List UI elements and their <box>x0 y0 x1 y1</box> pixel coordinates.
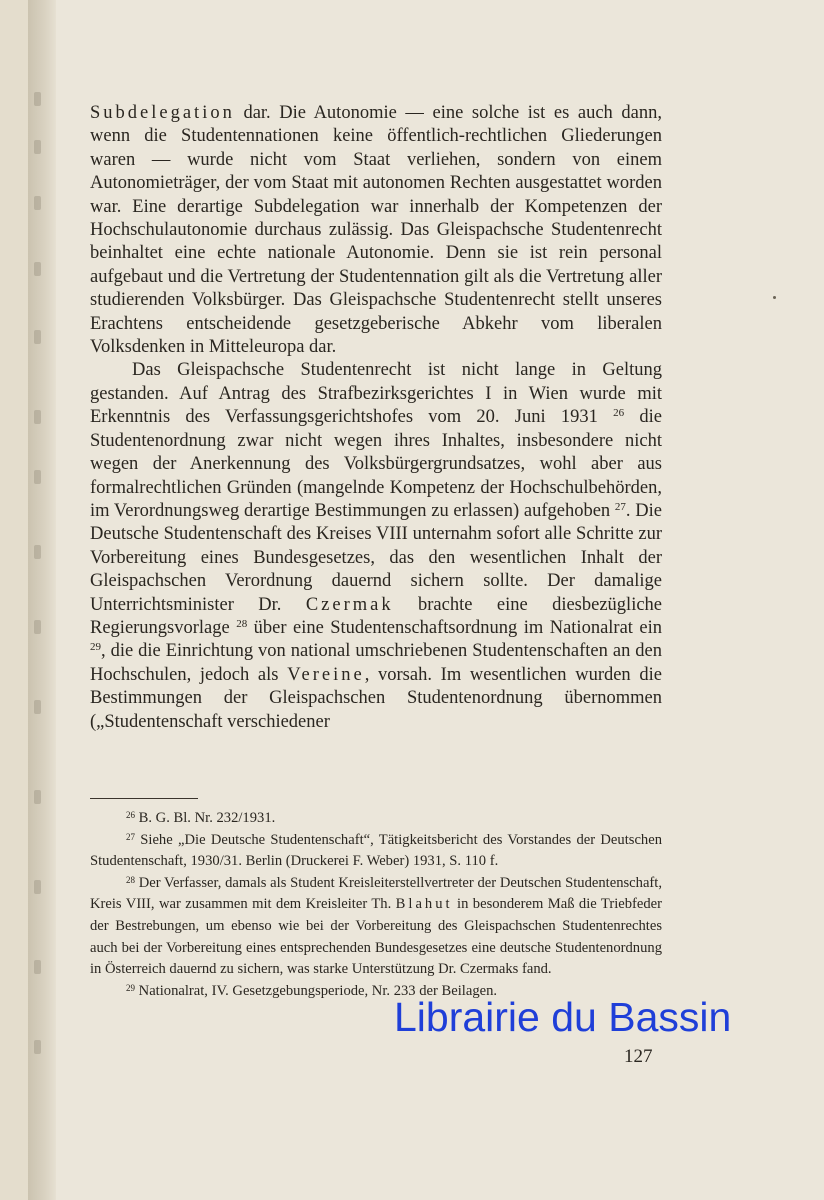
footnotes <box>90 808 662 1002</box>
footnote-rule <box>90 798 198 799</box>
gutter-mark <box>34 330 41 344</box>
gutter-mark <box>34 196 41 210</box>
gutter-mark <box>34 790 41 804</box>
gutter-mark <box>34 620 41 634</box>
footnote-number: 28 <box>126 874 135 885</box>
footnote-text: in besonderem Maß die Triebfeder der Bestrebungen, um ebenso wie bei der Vorbereitung des Gleispachschen Studentenrechtes auch bei der Vorbereitung eines entsprechenden Bundesgesetzes eine deutsche Studentenordnung in Österreich dauernd zu sichern, was starke Unterstützung Dr. Czermaks fand. <box>90 896 662 978</box>
spaced-word: Blahut <box>395 896 453 913</box>
footnote-text: Nationalrat, IV. Gesetzgebungsperiode, Nr. 233 der Beilagen. <box>135 982 498 999</box>
speck <box>773 296 776 299</box>
page-number: 127 <box>624 1046 653 1067</box>
gutter-mark <box>34 960 41 974</box>
footnote-ref: 28 <box>236 617 248 630</box>
footnote-text: Siehe „Die Deutsche Studentenschaft“, Tätigkeitsbericht des Vorstandes der Deutschen Studentenschaft, 1930/31. Berlin (Druckerei F. Weber) 1931, S. 110 f. <box>90 831 662 870</box>
paragraph-text: , die die Einrichtung von national umschriebenen Studentenschaften an den Hochschulen, jedoch als <box>90 641 662 685</box>
footnote-text: B. G. Bl. Nr. 232/1931. <box>135 810 276 826</box>
paragraph-text: die Studentenordnung zwar nicht wegen ihres Inhaltes, insbesondere nicht wegen der Anerkennung des Volksbürgergrundsatzes, wohl aber aus formalrechtlichen Gründen (mangelnde Kompetenz der Hochschulbehörden, im Verordnungsweg derartige Bestimmungen zu erlassen) aufgehoben <box>90 407 662 521</box>
spaced-word: Subdelegation <box>90 103 235 123</box>
body-text <box>90 102 662 734</box>
gutter-mark <box>34 700 41 714</box>
gutter-mark <box>34 140 41 154</box>
paragraph-text: , vorsah. Im wesentlichen wurden die Bestimmungen der Gleispachschen Studentenordnung übernommen („Studentenschaft verschiedener <box>90 664 662 732</box>
gutter-mark <box>34 545 41 559</box>
footnote-26 <box>90 808 662 830</box>
footnote-28 <box>90 873 662 981</box>
gutter-mark <box>34 470 41 484</box>
gutter-mark <box>34 262 41 276</box>
gutter-mark <box>34 1040 41 1054</box>
footnote-text: Der Verfasser, damals als Student Kreisleiterstellvertreter der Deutschen Studentenschaft, Kreis VIII, war zusammen mit dem Kreisleiter Th. <box>90 874 662 913</box>
spaced-word: Czermak <box>305 594 394 615</box>
paragraph-text: über eine Studentenschaftsordnung im Nationalrat ein <box>247 617 662 638</box>
paragraph-text: brachte eine diesbezügliche Regierungsvorlage <box>90 594 663 638</box>
spaced-word: Vereine <box>287 664 365 685</box>
footnote-number: 29 <box>126 982 135 993</box>
gutter-mark <box>34 880 41 894</box>
gutter-mark <box>34 92 41 106</box>
footnote-ref: 29 <box>90 641 101 654</box>
paragraph <box>90 102 662 359</box>
footnote-number: 27 <box>126 831 135 842</box>
footnote-ref: 27 <box>614 500 626 513</box>
footnote-number: 26 <box>126 809 135 820</box>
gutter-mark <box>34 410 41 424</box>
paragraph-text: dar. Die Autonomie — eine solche ist es auch dann, wenn die Studentennationen keine öffentlich-rechtlichen Gliederungen waren — wurde nicht vom Staat verliehen, sondern von einem Autonomieträger, der vom Staat mit autonomen Rechten ausgestattet worden war. Eine derartige Subdelegation war innerhalb der Kompetenzen der Hochschulautonomie durchaus zulässig. Das Gleispachsche Studentenrecht beinhaltet eine echte nationale Autonomie. Denn sie ist rein personal aufgebaut und die Vertretung der Studentennation gilt als die Vertretung aller studierenden Volksbürger. Das Gleispachsche Studentenrecht stellt unseres Erachtens entscheidende gesetzgeberische Abkehr vom liberalen Volksdenken in Mitteleuropa dar. <box>90 103 662 358</box>
book-gutter <box>28 0 56 1200</box>
footnote-27 <box>90 830 662 873</box>
paragraph-text: Das Gleispachsche Studentenrecht ist nicht lange in Geltung gestanden. Auf Antrag des Strafbezirksgerichtes I in Wien wurde mit Erkenntnis des Verfassungsgerichtshofes vom 20. Juni 1931 <box>90 360 662 428</box>
watermark: Librairie du Bassin <box>394 994 732 1040</box>
footnote-ref: 26 <box>613 407 625 420</box>
paragraph-text: . Die Deutsche Studentenschaft des Kreises VIII unternahm sofort alle Schritte zur Vorbereitung eines Bundesgesetzes, das den wesentlichen Inhalt der Gleispachschen Verordnung dauernd sichern sollte. Der damalige Unterrichtsminister Dr. <box>90 500 662 615</box>
paragraph <box>90 359 662 734</box>
